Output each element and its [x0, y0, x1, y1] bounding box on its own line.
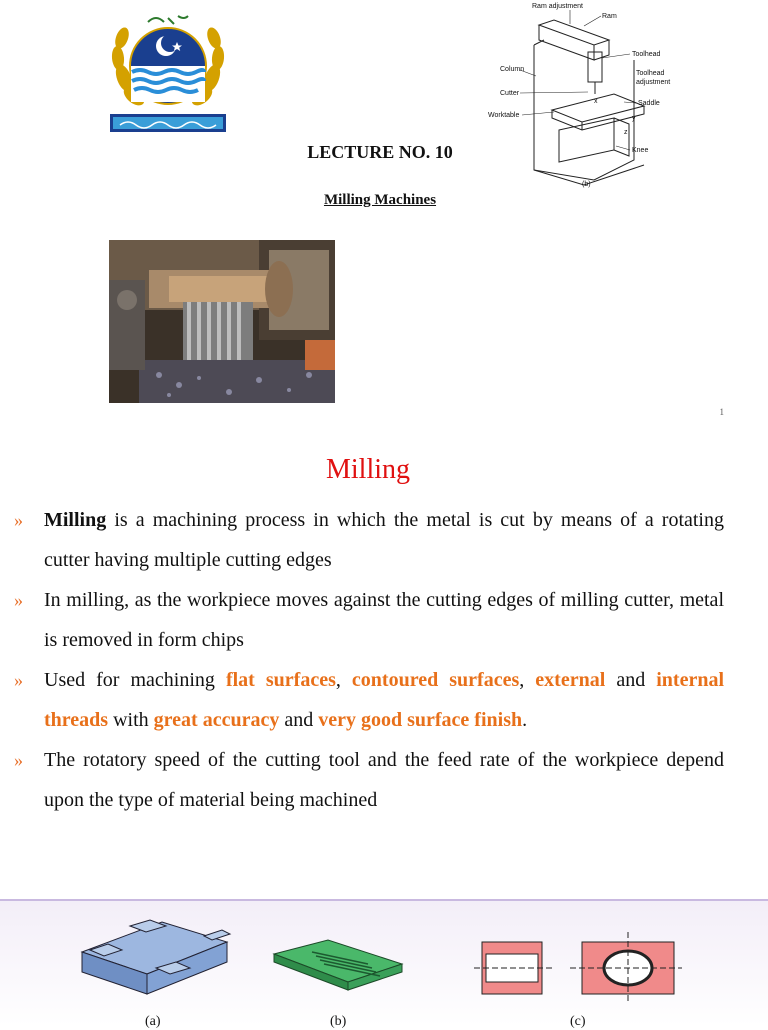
- bullet-text: and: [605, 669, 657, 691]
- page-number: 1: [719, 407, 724, 417]
- diagram-label-toolhead: Toolhead: [632, 51, 661, 58]
- bullet-list: [14, 500, 724, 820]
- bullet-item: [14, 660, 724, 740]
- bullet-text: .: [522, 709, 528, 731]
- bullet-text: The rotatory speed of the cutting tool and the feed rate of the workpiece depend upon the type of material being machined: [44, 749, 724, 811]
- figure-caption-c: (c): [570, 1014, 586, 1029]
- highlight-text: contoured surfaces: [351, 669, 520, 691]
- university-logo: [104, 8, 232, 136]
- highlight-text: external: [535, 669, 606, 691]
- diagram-label-ram: Ram: [602, 13, 617, 20]
- bullet-marker-icon: »: [14, 670, 23, 690]
- slide-1: [0, 0, 768, 432]
- bullet-text: with: [108, 709, 154, 731]
- highlight-text: internal threads: [44, 669, 725, 731]
- diagram-label-toolhead-adjustment-2: adjustment: [636, 79, 671, 86]
- figure-caption-a: (a): [145, 1014, 161, 1029]
- bullet-text: and: [279, 709, 319, 731]
- lecture-subtitle: Milling Machines: [323, 192, 437, 208]
- highlight-text: flat surfaces: [225, 669, 336, 691]
- slide-title: Milling: [325, 454, 410, 485]
- diagram-label-toolhead-adjustment-1: Toolhead: [636, 70, 665, 77]
- bullet-item: [14, 580, 724, 660]
- diagram-label-ram-adjustment: Ram adjustment: [532, 3, 583, 10]
- diagram-label-z: z: [624, 129, 628, 136]
- bold-term: Milling: [44, 509, 107, 531]
- figure-c-threads: [470, 902, 685, 1017]
- slide-2: [0, 432, 768, 1029]
- figure-a-flat-surface: [72, 902, 237, 1017]
- bullet-text: is a machining process in which the metal is cut by means of a rotating cutter having multiple cutting edges: [44, 509, 724, 571]
- bullet-marker-icon: »: [14, 750, 23, 770]
- diagram-label-y: y: [632, 115, 636, 122]
- figure-b-contoured-surface: [268, 902, 408, 1017]
- bullet-item: [14, 740, 724, 820]
- bullet-text: In milling, as the workpiece moves against the cutting edges of milling cutter, metal is removed in form chips: [44, 589, 724, 651]
- bullet-text: ,: [519, 669, 536, 691]
- bullet-marker-icon: »: [14, 590, 23, 610]
- milling-photo: [109, 240, 335, 403]
- diagram-caption: (b): [582, 181, 591, 188]
- lecture-title: LECTURE NO. 10: [307, 142, 453, 162]
- diagram-label-column: Column: [500, 66, 525, 73]
- bullet-text: ,: [335, 669, 352, 691]
- diagram-label-knee: Knee: [632, 147, 649, 154]
- bullet-item: [14, 500, 724, 580]
- figure-caption-b: (b): [330, 1014, 347, 1029]
- milling-machine-diagram: [484, 0, 684, 190]
- highlight-text: great accuracy: [153, 709, 280, 731]
- bullet-text: Used for machining: [44, 669, 226, 691]
- bullet-marker-icon: »: [14, 510, 23, 530]
- diagram-label-x: x: [594, 98, 598, 105]
- diagram-label-cutter: Cutter: [500, 90, 520, 97]
- highlight-text: very good surface finish: [318, 709, 523, 731]
- diagram-label-worktable: Worktable: [488, 112, 520, 119]
- diagram-label-saddle: Saddle: [638, 100, 660, 107]
